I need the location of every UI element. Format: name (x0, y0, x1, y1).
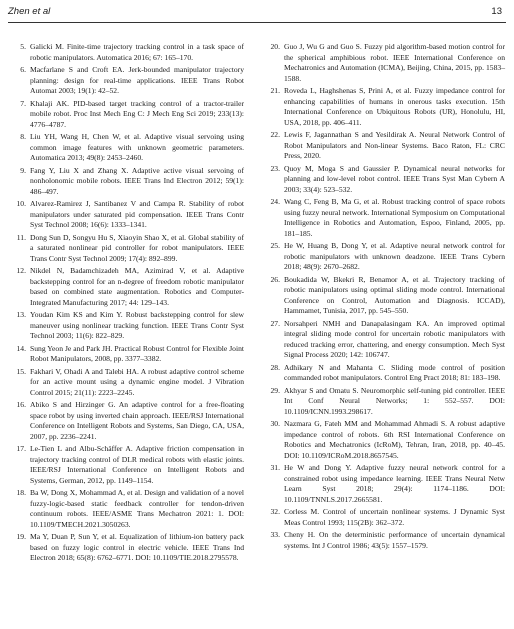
reference-item (8, 132, 244, 164)
reference-number: 24. (270, 197, 280, 206)
reference-number: 19. (16, 532, 26, 541)
reference-text: Le-Tien L and Albu-Schäffer A. Adaptive friction compensation in trajectory tracking control of DLR medical robots with elastic joints. IEEE/RSJ International Conference on Intelligent Robots and Systems, German, 2012, pp. 1149–1154. (30, 444, 244, 485)
reference-number: 32. (270, 507, 280, 516)
running-author: Zhen et al (8, 6, 51, 17)
reference-item (8, 65, 244, 97)
reference-number: 10. (16, 199, 26, 208)
reference-text: Dong Sun D, Songyu Hu S, Xiaoyin Shao X, et al. Global stability of a saturated nonlinear pid controller for robot manipulators. IEEE Trans Contr Syst Technol 2009; 17(4): 892–899. (30, 232, 244, 263)
reference-number: 8. (20, 132, 26, 141)
reference-number: 5. (20, 42, 26, 51)
page-number: 13 (491, 6, 502, 17)
reference-item (262, 419, 505, 461)
reference-text: Quoy M, Moga S and Gaussier P. Dynamical neural networks for planning and low-level robot control. IEEE Trans Syst Man Cybern A 2003; 33(4): 523–532. (284, 163, 505, 194)
reference-number: 21. (270, 86, 280, 95)
reference-number: 14. (16, 343, 26, 353)
reference-text: Roveda L, Haghshenas S, Prini A, et al. Fuzzy impedance control for enhancing capabilities of humans in onerous tasks execution. 15th International Conference on Ubiquitous Robots (UR), Honolulu, HI, USA, 2018, pp. 406–411. (284, 86, 505, 127)
reference-number: 6. (20, 65, 26, 74)
reference-number: 20. (270, 42, 280, 51)
reference-number: 33. (270, 530, 280, 539)
reference-item (262, 241, 505, 273)
reference-item (8, 99, 244, 131)
reference-number: 11. (16, 232, 26, 242)
references-left-column (8, 42, 244, 566)
reference-text: Galicki M. Finite-time trajectory tracking control in a task space of robotic manipulators. Automatica 2016; 67: 165–170. (30, 42, 244, 62)
reference-number: 17. (16, 444, 26, 453)
reference-text: Macfarlane S and Croft EA. Jerk-bounded manipulator trajectory planning: design for real-time applications. IEEE Trans Robot Automat 2003; 19(1): 42–52. (30, 65, 244, 95)
header-rule (8, 22, 506, 23)
reference-item (262, 130, 505, 162)
reference-item (262, 530, 505, 551)
reference-text: Alvarez-Ramirez J, Santibanez V and Campa R. Stability of robot manipulators under saturated pid compensation. IEEE Trans Contr Syst Technol 2008; 16(6): 1333–1341. (30, 199, 244, 229)
reference-item (8, 310, 244, 342)
reference-item (262, 386, 505, 418)
reference-item (8, 488, 244, 530)
reference-number: 7. (20, 98, 26, 108)
reference-text: Adhikary N and Mahanta C. Sliding mode control of position commanded robot manipulators. Control Eng Pract 2018; 81: 183–198. (284, 362, 505, 382)
reference-item (262, 319, 505, 361)
reference-number: 16. (16, 400, 26, 409)
reference-number: 27. (270, 318, 280, 328)
reference-text: Boukadida W, Bkekri R, Benamor A, et al. Trajectory tracking of robotic manipulators using optimal sliding mode control. International Conference on Control, Automation and Diagnosis. ICCAD), Hammamet, Tunisia, 2017, pp. 545–550. (284, 274, 505, 315)
reference-item (8, 367, 244, 399)
reference-item (8, 344, 244, 365)
reference-text: Fang Y, Liu X and Zhang X. Adaptive active visual servoing of nonholonomic mobile robots. IEEE Trans Ind Electron 2012; 59(1): 486–497. (30, 165, 244, 196)
reference-text: Wang C, Feng B, Ma G, et al. Robust tracking control of space robots using fuzzy neural network. International Symposium on Computational Intelligence in Robotics and Automation, Espoo, Finland, 2005, pp. 181–185. (284, 197, 505, 238)
reference-number: 12. (16, 266, 26, 275)
reference-number: 29. (270, 385, 280, 395)
reference-text: Youdan Kim KS and Kim Y. Robust backstepping control for slew maneuver using nonlinear tracking function. IEEE Trans Contr Syst Technol 2003; 11(6): 822–829. (30, 310, 244, 340)
reference-text: Liu YH, Wang H, Chen W, et al. Adaptive visual servoing using common image features with unknown geometric parameters. Automatica 2013; 49(8): 2453–2460. (30, 132, 244, 162)
reference-text: Khalaji AK. PID-based target tracking control of a tractor-trailer mobile robot. Proc Inst Mech Eng C: J Mech Eng Sci 2019; 233(13): 4776–4787. (30, 98, 244, 129)
reference-item (8, 400, 244, 442)
reference-text: Fakhari V, Ohadi A and Talebi HA. A robust adaptive control scheme for an active mount using a dynamic engine model. J Vibration Control 2015; 21(11): 2223–2245. (30, 366, 244, 397)
reference-number: 28. (270, 362, 280, 372)
reference-text: Guo J, Wu G and Guo S. Fuzzy pid algorithm-based motion control for the spherical amphibious robot. IEEE International Conference on Mechatronics and Automation (ICMA), Beijing, China, 2015, pp. 1583–1588. (284, 42, 505, 83)
reference-number: 23. (270, 163, 280, 173)
reference-item (8, 233, 244, 265)
reference-number: 13. (16, 310, 26, 319)
page-header (8, 6, 502, 20)
reference-number: 22. (270, 130, 280, 139)
reference-number: 31. (270, 463, 280, 472)
reference-text: Abiko S and Hirzinger G. An adaptive control for a free-floating space robot by using inverted chain approach. IEEE/RSJ International Conference on Intelligent Robots and Systems, San Diego, CA, USA, 2007, pp. 2236–2241. (30, 400, 244, 441)
reference-number: 9. (20, 165, 26, 175)
reference-text: He W and Dong Y. Adaptive fuzzy neural network control for a constrained robot using impedance learning. IEEE Trans Neural Netw Learn Syst 2018; 29(4): 1174–1186. DOI: 10.1109/TNNLS.2017.2665581. (284, 463, 505, 504)
reference-number: 18. (16, 488, 26, 497)
reference-item (8, 266, 244, 308)
reference-item (262, 164, 505, 196)
reference-text: Cheny H. On the deterministic performance of uncertain dynamical systems. Int J Control 1986; 43(5): 1557–1579. (284, 530, 505, 550)
reference-text: Lewis F, Jagannathan S and Yesildirak A. Neural Network Control of Robot Manipulators and Non-linear Systems. Baco Raton, FL: CRC Press, 2020. (284, 130, 505, 160)
reference-item (262, 42, 505, 84)
reference-text: Akhyar S and Omatu S. Neuromorphic self-tuning pid controller. IEEE Int Conf Neural Networks; 1: 552–557. DOI: 10.1109/ICNN.1993.298617. (284, 385, 505, 416)
reference-item (262, 363, 505, 384)
reference-item (8, 532, 244, 564)
reference-number: 30. (270, 419, 280, 428)
references-right-column (262, 42, 505, 553)
reference-text: Ba W, Dong X, Mohammad A, et al. Design and validation of a novel fuzzy-logic-based static feedback controller for tendon-driven continuum robots. IEEE/ASME Trans Mechatron 2021: 1. DOI: 10.1109/TMECH.2021.3050263. (30, 488, 244, 529)
reference-item (8, 199, 244, 231)
reference-text: Nazmara G, Fateh MM and Mohammad Ahmadi S. A robust adaptive impedance control of robots. 6th RSI International Conference on Robotics and Mechatronics (IcRoM), Tehran, Iran, 2018, pp. 40–45. DOI: 10.1109/ICRoM.2018.8657545. (284, 419, 505, 460)
reference-text: Nikdel N, Badamchizadeh MA, Azimirad V, et al. Adaptive backstepping control for an n-degree of freedom robotic manipulator based on combined state augmentation. Robotics and Computer-Integrated Manufacturing 2017; 44: 129–143. (30, 266, 244, 307)
reference-text: Corless M. Control of uncertain nonlinear systems. J Dynamic Syst Meas Control 1993; 115(2B): 362–372. (284, 507, 505, 527)
reference-item (262, 197, 505, 239)
reference-text: Norsahperi NMH and Danapalasingam KA. An improved optimal integral sliding mode control for uncertain robotic manipulators with reduced tracking error, chattering, and energy consumption. Mech Syst Signal Process 2020; 142: 106747. (284, 318, 505, 359)
reference-item (262, 463, 505, 505)
reference-item (262, 507, 505, 528)
reference-item (262, 275, 505, 317)
reference-item (8, 42, 244, 63)
reference-number: 26. (270, 274, 280, 284)
reference-number: 15. (16, 366, 26, 376)
reference-number: 25. (270, 241, 280, 250)
reference-item (8, 166, 244, 198)
reference-text: Ma Y, Duan P, Sun Y, et al. Equalization of lithium-ion battery pack based on fuzzy logic control in electric vehicle. IEEE Trans Ind Electron 2018; 65(8): 6762–6771. DOI: 10.1109/TIE.2018.2795578. (30, 532, 244, 562)
reference-text: Sung Yeon Je and Park JH. Practical Robust Control for Flexible Joint Robot Manipulators, 2008, pp. 3377–3382. (30, 343, 244, 363)
reference-item (8, 444, 244, 486)
reference-text: He W, Huang B, Dong Y, et al. Adaptive neural network control for robotic manipulators with unknown deadzone. IEEE Trans Cybern 2018; 48(9): 2670–2682. (284, 241, 505, 271)
reference-item (262, 86, 505, 128)
